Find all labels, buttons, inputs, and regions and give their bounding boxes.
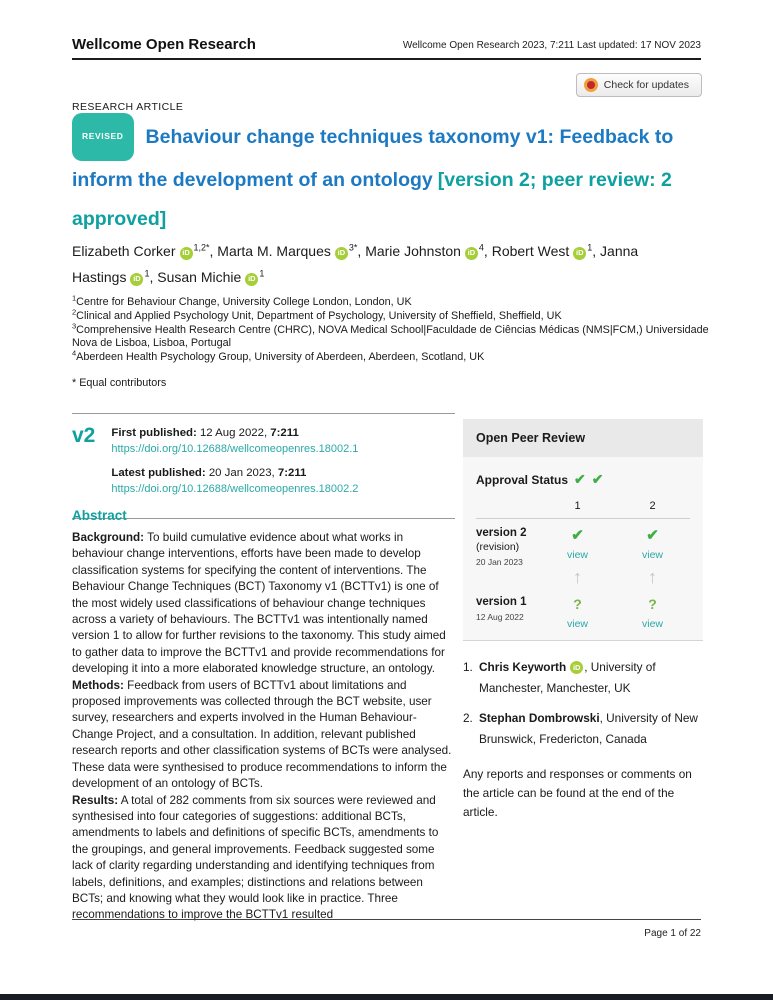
affiliation: $^3$Comprehensive Health Research Centre (CHRC), NOVA Medical School|Faculdade de Ciências Médicas (NMS|FCM,) Universidade Nova de Lisboa, Lisboa, Portugal bbox=[72, 321, 709, 350]
check-updates-label: Check for updates bbox=[603, 79, 689, 91]
latest-doi-link[interactable]: https://doi.org/10.12688/wellcomeopenres.18002.2 bbox=[111, 483, 359, 495]
orcid-icon[interactable]: iD bbox=[130, 273, 143, 286]
reviewer-column-headers bbox=[476, 500, 690, 519]
approved-check-icon: ✔ bbox=[646, 527, 659, 544]
view-link[interactable]: view bbox=[641, 618, 663, 630]
reviewer-item bbox=[463, 708, 703, 750]
revision-arrow-cell bbox=[540, 569, 615, 588]
view-link[interactable]: view bbox=[566, 549, 588, 561]
version-box bbox=[72, 413, 455, 519]
author-separator: , bbox=[149, 269, 158, 285]
approval-checks bbox=[568, 473, 603, 487]
header-divider bbox=[72, 58, 701, 60]
first-published-line bbox=[111, 426, 358, 441]
author bbox=[217, 243, 357, 259]
abstract-body bbox=[72, 530, 455, 924]
latest-published-line bbox=[111, 466, 358, 481]
approval-status-label: Approval Status bbox=[476, 473, 569, 487]
abstract-section bbox=[72, 508, 455, 924]
publication-info bbox=[111, 426, 358, 506]
version-cell bbox=[476, 527, 540, 567]
open-peer-review-heading: Open Peer Review bbox=[463, 419, 703, 457]
author-name: Janna Hastings bbox=[72, 243, 639, 285]
approved-check-icon: ✔ bbox=[571, 527, 584, 544]
orcid-icon[interactable]: iD bbox=[570, 661, 583, 674]
orcid-icon[interactable]: iD bbox=[335, 247, 348, 260]
review-status-cell bbox=[540, 527, 615, 561]
abstract-paragraph: Methods: Feedback from users of BCTTv1 about limitations and proposed improvements was collected through the BCT website, user survey, researchers and experts involved in the Human Behaviour-Change Project, and a consultation. In addition, relevant published research reports and other classification systems of BCTs were analysed. These data were synthesised to produce recommendations to inform the development of an ontology of BCTs. bbox=[72, 678, 452, 791]
orcid-icon[interactable]: iD bbox=[573, 247, 586, 260]
version-date: 20 Jan 2023 bbox=[476, 557, 523, 567]
review-status-cell bbox=[615, 596, 690, 630]
first-doi-link[interactable]: https://doi.org/10.12688/wellcomeopenres.18002.1 bbox=[111, 443, 359, 455]
bottom-bar bbox=[0, 994, 773, 1000]
affiliation: $^4$Aberdeen Health Psychology Group, University of Aberdeen, Aberdeen, Scotland, UK bbox=[72, 348, 485, 364]
orcid-icon[interactable]: iD bbox=[245, 273, 258, 286]
authors-list bbox=[72, 238, 682, 290]
author-name: Marie Johnston bbox=[365, 243, 461, 259]
author-name: Susan Michie bbox=[157, 269, 242, 285]
version-name: version 1 bbox=[476, 596, 527, 608]
author-separator: , bbox=[209, 243, 218, 259]
reviewer-affiliation: , University of Manchester, Manchester, UK bbox=[479, 660, 656, 695]
author-affiliation-ref: 1 bbox=[587, 242, 593, 253]
footer-divider bbox=[72, 919, 701, 920]
latest-published-label: Latest published: bbox=[111, 467, 206, 479]
affiliation-number: 4 bbox=[72, 348, 77, 358]
author-affiliation-ref: 1,2* bbox=[193, 242, 210, 253]
header-citation: Wellcome Open Research 2023, 7:211 Last updated: 17 NOV 2023 bbox=[402, 40, 701, 51]
revision-arrows-row bbox=[476, 567, 690, 588]
abstract-section-label: Results: bbox=[72, 793, 119, 807]
reports-note: Any reports and responses or comments on the article can be found at the end of the article. bbox=[463, 767, 692, 819]
article-title bbox=[72, 113, 694, 240]
reviewer-item bbox=[463, 657, 703, 699]
reviewers-list bbox=[463, 657, 703, 750]
view-link[interactable]: view bbox=[566, 618, 588, 630]
orcid-icon[interactable]: iD bbox=[465, 247, 478, 260]
first-published-date: 12 Aug 2022, bbox=[199, 427, 271, 439]
affiliation-number: 2 bbox=[72, 307, 77, 317]
title-version-suffix: [version 2; peer review: 2 approved] bbox=[72, 168, 672, 230]
review-status-cell bbox=[540, 596, 615, 630]
abstract-heading: Abstract bbox=[72, 508, 127, 523]
affiliation-number: 3 bbox=[72, 321, 77, 330]
version-date: 12 Aug 2022 bbox=[476, 612, 524, 622]
journal-header bbox=[72, 36, 701, 53]
page-number: Page 1 of 22 bbox=[644, 928, 701, 939]
version-row bbox=[476, 519, 690, 567]
first-published-label: First published: bbox=[111, 427, 197, 439]
title-text: Behaviour change techniques taxonomy v1: Feedback to inform the development of an ontology bbox=[72, 126, 674, 191]
approval-status bbox=[476, 471, 690, 488]
author-name: Robert West bbox=[491, 243, 570, 259]
abstract-paragraph: Background: To build cumulative evidence about what works in behaviour change interventions, efforts have been made to develop classification systems for specifying the content of interventions. The Behaviour Change Techniques (BCT) Taxonomy v1 (BCTTv1) is one of the most widely used classifications of behaviour change techniques across a variety of behaviours. The BCTTv1 was intentionally named version 1 to allow for further revisions to the taxonomy. This study aimed to gather data to improve the BCTTv1 and provide recommendations for developing it into a more elaborated knowledge structure, an ontology. bbox=[72, 531, 446, 676]
affiliations-list bbox=[72, 293, 712, 365]
version-label: v2 bbox=[72, 424, 96, 447]
version-note: (revision) bbox=[476, 541, 520, 553]
affiliation-number: 1 bbox=[72, 293, 77, 303]
journal-name: Wellcome Open Research bbox=[72, 36, 256, 53]
open-peer-review-box bbox=[463, 419, 703, 641]
author-name: Elizabeth Corker bbox=[72, 243, 176, 259]
arrow-up-icon: ↑ bbox=[573, 567, 582, 587]
first-published-number: 7:211 bbox=[270, 427, 299, 439]
version-name: version 2 bbox=[476, 527, 527, 539]
approved-check-icon: ✔ bbox=[574, 471, 586, 487]
check-for-updates-button[interactable] bbox=[576, 73, 702, 97]
reviewer-number: 2. bbox=[463, 711, 473, 725]
version-row bbox=[476, 588, 690, 630]
affiliation: $^2$Clinical and Applied Psychology Unit, Department of Psychology, University of Sheffield, Sheffield, UK bbox=[72, 307, 562, 322]
abstract-section-label: Methods: bbox=[72, 678, 124, 692]
author-name: Marta M. Marques bbox=[217, 243, 331, 259]
arrow-up-icon: ↑ bbox=[648, 567, 657, 587]
view-link[interactable]: view bbox=[641, 549, 663, 561]
reviewer-column-1: 1 bbox=[574, 500, 581, 512]
abstract-paragraph: Results: A total of 282 comments from six sources were reviewed and synthesised into four categories of suggestions: additional BCTs, amendments to labels and definitions of specific BCTs, amendments to the groupings, and general improvements. Feedback suggested some lack of clarity regarding understanding and identifying techniques from labels, definitions, and examples; distinctions and relations between BCTs; and knowing what they would look like in practice. Three recommendations to improve the BCTTv1 resulted bbox=[72, 793, 439, 922]
peer-review-body bbox=[463, 457, 703, 641]
review-status-cell bbox=[615, 527, 690, 561]
latest-published-number: 7:211 bbox=[277, 467, 307, 479]
author-separator: , bbox=[592, 243, 601, 259]
approved-check-icon: ✔ bbox=[591, 471, 604, 487]
reviewer-affiliation: , University of New Brunswick, Fredericton, Canada bbox=[479, 711, 698, 746]
affiliation: $^1$Centre for Behaviour Change, University College London, London, UK bbox=[72, 293, 412, 308]
peer-review-sidebar bbox=[463, 419, 703, 822]
orcid-icon[interactable]: iD bbox=[180, 247, 193, 260]
reviewer-number: 1. bbox=[463, 660, 473, 674]
question-mark-icon: ? bbox=[648, 596, 657, 612]
article-type: RESEARCH ARTICLE bbox=[72, 101, 184, 113]
author-affiliation-ref: 1 bbox=[259, 268, 265, 279]
question-mark-icon: ? bbox=[573, 596, 582, 612]
revision-arrow-cell bbox=[615, 569, 690, 588]
author-separator: , bbox=[357, 243, 366, 259]
reviewer-column-2: 2 bbox=[649, 500, 656, 512]
revised-badge: REVISED bbox=[72, 113, 134, 161]
author-affiliation-ref: 3* bbox=[348, 242, 358, 253]
author-affiliation-ref: 1 bbox=[144, 268, 150, 279]
author bbox=[72, 243, 210, 259]
equal-contributors-note: * Equal contributors bbox=[72, 377, 167, 389]
latest-published-date: 20 Jan 2023, bbox=[208, 467, 278, 479]
author bbox=[492, 243, 593, 259]
author-affiliation-ref: 4 bbox=[478, 242, 484, 253]
reviewer-name: Chris Keyworth bbox=[479, 660, 567, 674]
author-separator: , bbox=[483, 243, 492, 259]
crossmark-icon bbox=[584, 78, 598, 92]
version-cell bbox=[476, 596, 540, 622]
author bbox=[157, 269, 264, 285]
abstract-section-label: Background: bbox=[72, 531, 145, 544]
column-spacer bbox=[476, 500, 540, 512]
reviewer-name: Stephan Dombrowski bbox=[479, 711, 600, 725]
author bbox=[365, 243, 484, 259]
version-review-table bbox=[476, 519, 690, 630]
